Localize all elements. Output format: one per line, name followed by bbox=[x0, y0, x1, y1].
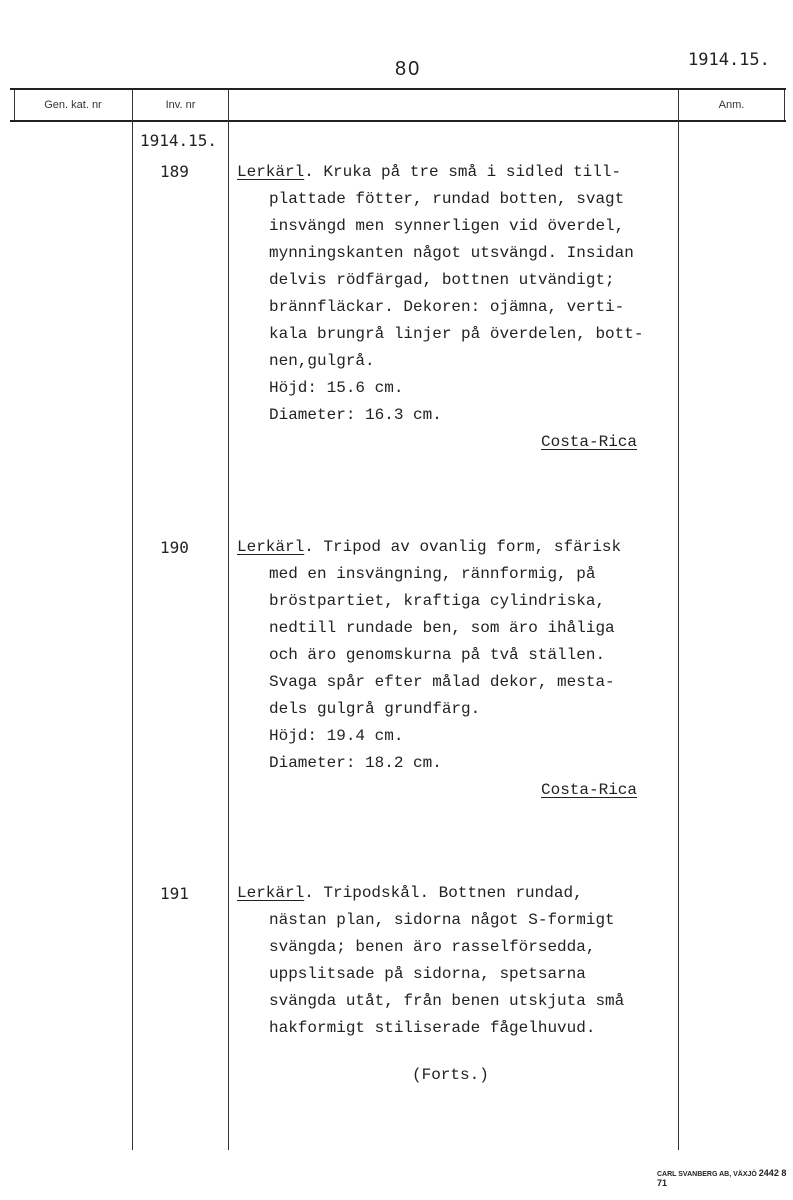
entry-line: svängda; benen äro rasselförsedda, bbox=[269, 938, 596, 956]
entry-place: Costa-Rica bbox=[540, 433, 637, 451]
entry-line: brännfläckar. Dekoren: ojämna, verti- bbox=[269, 298, 625, 316]
entry-title: Lerkärl bbox=[237, 538, 305, 556]
column-divider-right bbox=[784, 90, 785, 120]
entry-line: insvängd men synnerligen vid överdel, bbox=[269, 217, 625, 235]
printer-mark: CARL SVANBERG AB, VÄXJÖ bbox=[657, 1171, 757, 1178]
header-description bbox=[229, 92, 678, 118]
catalog-entry bbox=[237, 880, 677, 1042]
entry-line: svängda utåt, från benen utskjuta små bbox=[269, 992, 625, 1010]
entry-line: dels gulgrå grundfärg. bbox=[269, 700, 481, 718]
entry-first-line bbox=[237, 534, 677, 561]
corner-catalog-id: 1914.15. bbox=[688, 50, 770, 70]
entry-line: mynningskanten något utsvängd. Insidan bbox=[269, 244, 634, 262]
entry-line: kala brungrå linjer på överdelen, bott- bbox=[269, 325, 644, 343]
entry-text: . Tripod av ovanlig form, sfärisk bbox=[304, 538, 622, 556]
printer-number: 2442 8 71 bbox=[657, 1168, 787, 1188]
column-divider-gen-inv bbox=[132, 90, 133, 1150]
entry-line: uppslitsade på sidorna, spetsarna bbox=[269, 965, 586, 983]
column-divider-desc-anm bbox=[678, 90, 679, 1150]
entry-height: Höjd: 15.6 cm. bbox=[269, 379, 404, 397]
entry-line: delvis rödfärgad, bottnen utvändigt; bbox=[269, 271, 615, 289]
entry-place: Costa-Rica bbox=[540, 781, 637, 799]
entry-text: . Tripodskål. Bottnen rundad, bbox=[304, 884, 583, 902]
printer-imprint bbox=[657, 1168, 793, 1188]
entry-line: nedtill rundade ben, som äro ihåliga bbox=[269, 619, 615, 637]
entry-diameter: Diameter: 18.2 cm. bbox=[269, 754, 442, 772]
column-divider-inv-desc bbox=[228, 90, 229, 1150]
entry-title: Lerkärl bbox=[237, 884, 305, 902]
entry-first-line bbox=[237, 880, 677, 907]
header-top-rule bbox=[10, 88, 786, 90]
entry-line: plattade fötter, rundad botten, svagt bbox=[269, 190, 625, 208]
entry-line: och äro genomskurna på två ställen. bbox=[269, 646, 606, 664]
entry-text: . Kruka på tre små i sidled till- bbox=[304, 163, 622, 181]
entry-line: Svaga spår efter målad dekor, mesta- bbox=[269, 673, 615, 691]
catalog-entry bbox=[237, 159, 677, 456]
inv-number: 189 bbox=[160, 162, 189, 181]
entry-line: nästan plan, sidorna något S-formigt bbox=[269, 911, 615, 929]
page-number: 80 bbox=[395, 58, 422, 80]
continued-note: (Forts.) bbox=[412, 1066, 489, 1084]
inv-number: 190 bbox=[160, 538, 189, 557]
entry-height: Höjd: 19.4 cm. bbox=[269, 727, 404, 745]
inv-number: 191 bbox=[160, 884, 189, 903]
header-inv-nr: Inv. nr bbox=[165, 99, 196, 111]
collection-id: 1914.15. bbox=[140, 131, 218, 150]
header-gen-kat-nr: Gen. kat. nr bbox=[44, 99, 102, 111]
entry-line: hakformigt stiliserade fågelhuvud. bbox=[269, 1019, 596, 1037]
header-anm: Anm. bbox=[718, 99, 745, 111]
catalog-entry bbox=[237, 534, 677, 804]
entry-first-line bbox=[237, 159, 677, 186]
entry-line: nen,gulgrå. bbox=[269, 352, 375, 370]
entry-line: bröstpartiet, kraftiga cylindriska, bbox=[269, 592, 606, 610]
entry-title: Lerkärl bbox=[237, 163, 305, 181]
header-bottom-rule bbox=[10, 120, 786, 122]
entry-diameter: Diameter: 16.3 cm. bbox=[269, 406, 442, 424]
entry-line: med en insvängning, rännformig, på bbox=[269, 565, 596, 583]
